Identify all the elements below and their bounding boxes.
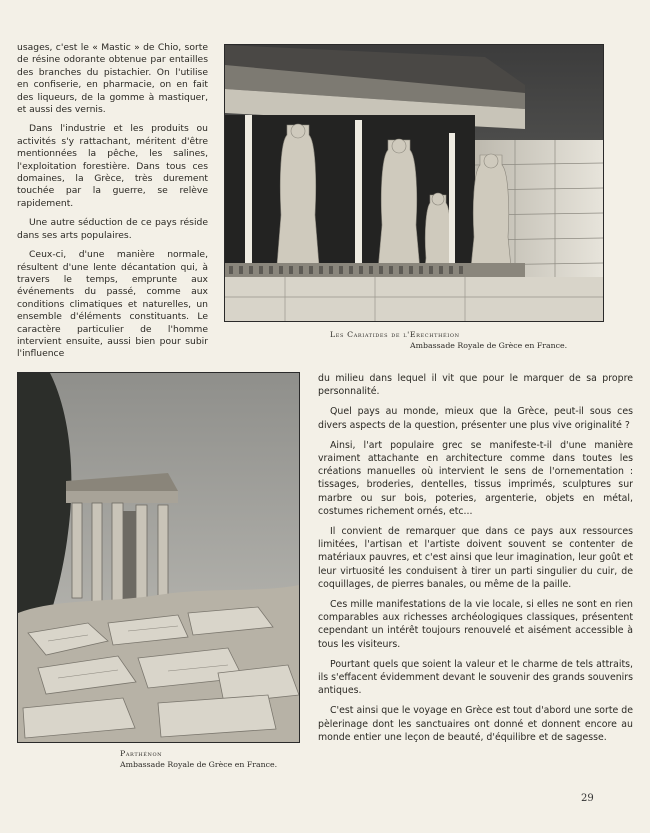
- paragraph: du milieu dans lequel il vit que pour le marquer de sa propre personnalité.: [318, 373, 633, 398]
- paragraph: Il convient de remarquer que dans ce pays aux ressources limitées, l'artisan et l'artiste doivent souvent se contenter de matériaux pauvres, et c'est ainsi que leur imagination, leur goût et leur virtuosité les conduisent à tirer un parti singulier du cuir, de coquillages, de pierres banales, ou même de la paille.: [318, 526, 633, 590]
- paragraph: Ces mille manifestations de la vie locale, si elles ne sont en rien comparables aux richesses archéologiques classiques, présentent cependant un intérêt toujours renouvelé et aisément accessible à tous les visiteurs.: [318, 599, 633, 650]
- caption-credit: Ambassade Royale de Grèce en France.: [410, 340, 568, 350]
- paragraph: Pourtant quels que soient la valeur et le charme de tels attraits, ils s'effacent évidemment devant le souvenir des grands souvenirs antiques.: [318, 658, 633, 697]
- caption-caryatids: [330, 330, 602, 351]
- parthenon-photo: [17, 372, 300, 743]
- paragraph: Quel pays au monde, mieux que la Grèce, peut-il sous ces divers aspects de la question, présenter une plus vive originalité ?: [318, 406, 633, 431]
- text-column-left: [17, 42, 208, 368]
- text-column-right: [318, 372, 633, 751]
- paragraph: Ainsi, l'art populaire grec se manifeste-t-il d'une manière vraiment attachante en architecture comme dans toutes les créations manuelles où intervient le sens de l'ornementation : tissages, broderies, dentelles, tissus imprimés, sculptures sur marbre ou sur bois, poteries, argenterie, objets en métal, costumes richement ornés, etc...: [318, 439, 633, 517]
- caryatids-photo: [224, 44, 604, 322]
- page-number: 29: [581, 793, 594, 804]
- caption-credit: Ambassade Royale de Grèce en France.: [120, 759, 278, 769]
- paragraph: Ceux-ci, d'une manière normale, résultent d'une lente décantation qui, à travers le temps, emprunte aux événements du passé, comme aux conditions climatiques et naturelles, un ensemble d'éléments constituants. Le caractère particulier de l'homme intervient ensuite, aussi bien pour subir l'influence: [17, 249, 208, 360]
- paragraph: usages, c'est le « Mastic » de Chio, sorte de résine odorante obtenue par entailles des branches du pistachier. On l'utilise en confiserie, en pharmacie, on en fait des liqueurs, de la gomme à mastiquer, et aussi des vernis.: [17, 42, 208, 116]
- paragraph: C'est ainsi que le voyage en Grèce est tout d'abord une sorte de pèlerinage dont les sanctuaires ont donné et donnent encore au monde entier une leçon de beauté, d'équilibre et de sagesse.: [318, 705, 633, 743]
- caption-title: Les Cariatides de l'Erechthéion: [330, 330, 460, 339]
- paragraph: Dans l'industrie et les produits ou activités s'y rattachant, méritent d'être mentionnées la pêche, les salines, l'exploitation forestière. Dans tous ces domaines, la Grèce, très durement touchée par la guerre, se relève rapidement.: [17, 123, 208, 209]
- caption-title: Parthénon: [120, 749, 163, 758]
- paragraph: Une autre séduction de ce pays réside dans ses arts populaires.: [17, 217, 208, 241]
- caption-parthenon: [120, 749, 305, 770]
